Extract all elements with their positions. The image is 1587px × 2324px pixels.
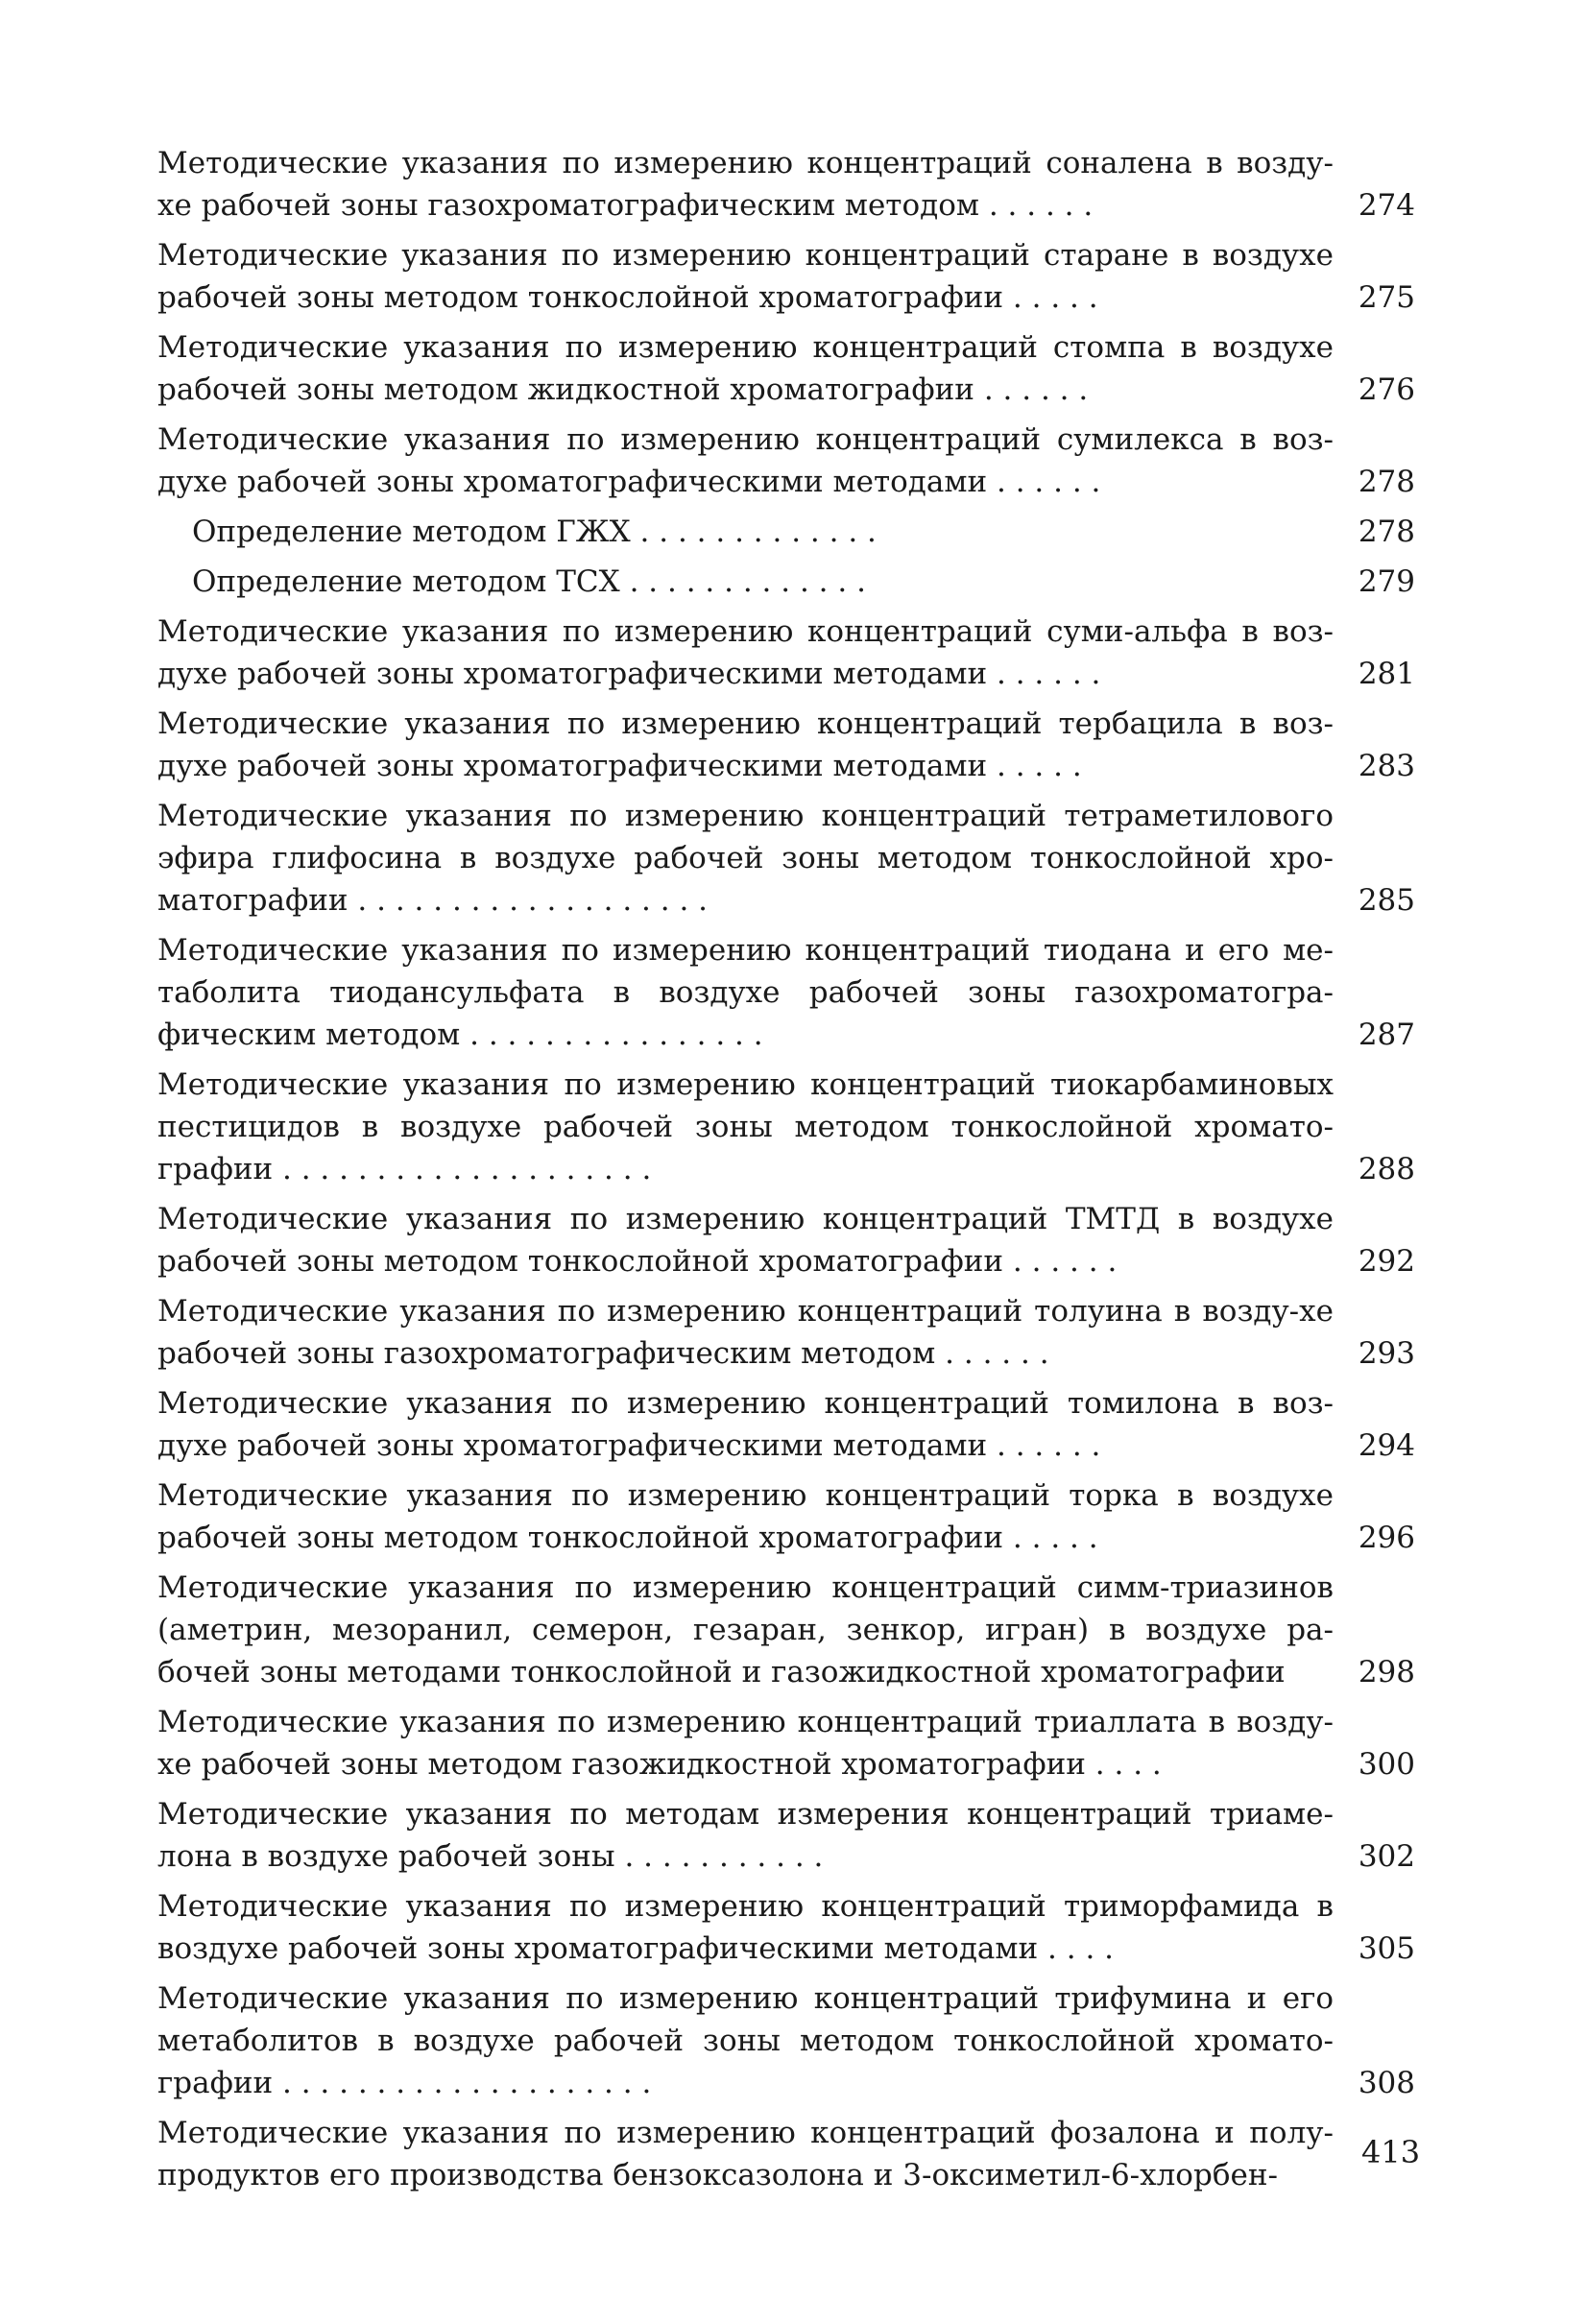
toc-entry bbox=[157, 611, 1415, 695]
toc-entry-title: Методические указания по измерению концентраций фозалона и полу-продуктов его производства бензоксазолона и 3-оксиметил-6-хлорбен- bbox=[157, 2116, 1334, 2192]
toc-entry-title: Методические указания по измерению концентраций соналена в возду-хе рабочей зоны газохроматографическим методом . . . . . . bbox=[157, 146, 1334, 223]
toc-entry-title: Методические указания по измерению концентраций старане в воздухе рабочей зоны методом тонкослойной хроматографии . . . . . bbox=[157, 238, 1334, 315]
toc-subentry bbox=[157, 561, 1415, 603]
toc-subentry-page: 279 bbox=[1358, 564, 1415, 599]
toc-entry bbox=[157, 703, 1415, 787]
toc-entry bbox=[157, 1701, 1415, 1785]
toc-entry-title: Методические указания по измерению концентраций симм-триазинов (аметрин, мезоранил, семерон, гезаран, зенкор, игран) в воздухе ра-бочей зоны методами тонкослойной и газожидкостной хроматографии bbox=[157, 1570, 1334, 1689]
toc-entry-title: Методические указания по измерению концентраций тиодана и его ме-таболита тиодансульфата в воздухе рабочей зоны газохроматогра-фическим методом . . . . . . . . . . . . . . . . bbox=[157, 933, 1334, 1052]
toc-entry bbox=[157, 929, 1415, 1056]
toc-subentry-title: Определение методом ГЖХ . . . . . . . . . . . . . bbox=[192, 515, 877, 549]
toc-entry-title: Методические указания по измерению концентраций тиокарбаминовых пестицидов в воздухе рабочей зоны методом тонкослойной хромато-графии . . . . . . . . . . . . . . . . . . . . bbox=[157, 1067, 1334, 1186]
toc-entry bbox=[157, 2112, 1415, 2196]
toc-entry-page: 287 bbox=[1358, 1018, 1415, 1052]
toc-entry-page: 278 bbox=[1358, 465, 1415, 499]
toc-entry-page: 288 bbox=[1358, 1152, 1415, 1186]
toc-subentry-page: 278 bbox=[1358, 515, 1415, 549]
toc-entry-title: Методические указания по измерению концентраций триаллата в возду-хе рабочей зоны методом газожидкостной хроматографии . . . . bbox=[157, 1705, 1334, 1782]
toc-entry-title: Методические указания по измерению концентраций торка в воздухе рабочей зоны методом тонкослойной хроматографии . . . . . bbox=[157, 1478, 1334, 1555]
toc-entry-page: 281 bbox=[1358, 657, 1415, 691]
toc-entry-page: 308 bbox=[1358, 2066, 1415, 2100]
toc-entry bbox=[157, 142, 1415, 227]
toc-entry-title: Методические указания по измерению концентраций тербацила в воз-духе рабочей зоны хроматографическими методами . . . . . bbox=[157, 707, 1334, 783]
toc-subentry-title: Определение методом ТСХ . . . . . . . . . . . . . bbox=[192, 564, 866, 599]
toc-entry-page: 298 bbox=[1358, 1655, 1415, 1689]
toc-entry-title: Методические указания по измерению концентраций суми-альфа в воз-духе рабочей зоны хроматографическими методами . . . . . . bbox=[157, 614, 1334, 691]
toc-entry bbox=[157, 1382, 1415, 1467]
toc-entry bbox=[157, 1064, 1415, 1190]
toc-entry bbox=[157, 795, 1415, 922]
toc-entry-page: 305 bbox=[1358, 1931, 1415, 1966]
toc-entry-title: Методические указания по измерению концентраций ТМТД в воздухе рабочей зоны методом тонкослойной хроматографии . . . . . . bbox=[157, 1202, 1334, 1279]
toc-entry-title: Методические указания по измерению концентраций триморфамида в воздухе рабочей зоны хроматографическими методами . . . . bbox=[157, 1889, 1334, 1966]
toc-entry-title: Методические указания по измерению концентраций сумилекса в воз-духе рабочей зоны хроматографическими методами . . . . . . bbox=[157, 422, 1334, 499]
toc-entry bbox=[157, 326, 1415, 411]
toc-entry-page: 302 bbox=[1358, 1839, 1415, 1874]
toc-entry-page: 276 bbox=[1358, 372, 1415, 407]
toc-entry bbox=[157, 1198, 1415, 1282]
toc-entry-title: Методические указания по измерению концентраций трифумина и его метаболитов в воздухе рабочей зоны методом тонкослойной хромато-графии . . . . . . . . . . . . . . . . . . . . bbox=[157, 1981, 1334, 2100]
toc-entry bbox=[157, 234, 1415, 319]
toc-entry bbox=[157, 1885, 1415, 1970]
toc-entry-page: 274 bbox=[1358, 188, 1415, 223]
toc-entry-page: 300 bbox=[1358, 1747, 1415, 1782]
toc-entry bbox=[157, 1977, 1415, 2104]
toc-entry-title: Методические указания по измерению концентраций толуина в возду-хе рабочей зоны газохроматографическим методом . . . . . . bbox=[157, 1294, 1334, 1371]
toc-entry bbox=[157, 419, 1415, 503]
toc-entry-title: Методические указания по методам измерения концентраций триаме-лона в воздухе рабочей зоны . . . . . . . . . . . bbox=[157, 1797, 1334, 1874]
toc-entry bbox=[157, 1793, 1415, 1878]
toc-entry bbox=[157, 1567, 1415, 1693]
toc-entry-page: 294 bbox=[1358, 1428, 1415, 1463]
table-of-contents bbox=[157, 142, 1415, 2204]
toc-entry-title: Методические указания по измерению концентраций томилона в воз-духе рабочей зоны хроматографическими методами . . . . . . bbox=[157, 1386, 1334, 1463]
toc-entry-page: 293 bbox=[1358, 1336, 1415, 1371]
toc-entry bbox=[157, 1474, 1415, 1559]
toc-entry-page: 275 bbox=[1358, 280, 1415, 315]
toc-entry-page: 285 bbox=[1358, 883, 1415, 918]
toc-entry-page: 296 bbox=[1358, 1521, 1415, 1555]
toc-entry-title: Методические указания по измерению концентраций стомпа в воздухе рабочей зоны методом жидкостной хроматографии . . . . . . bbox=[157, 330, 1334, 407]
page-number: 413 bbox=[1361, 2134, 1421, 2170]
toc-entry-page: 292 bbox=[1358, 1244, 1415, 1279]
toc-entry bbox=[157, 1290, 1415, 1375]
toc-entry-title: Методические указания по измерению концентраций тетраметилового эфира глифосина в воздухе рабочей зоны методом тонкослойной хро-матографии . . . . . . . . . . . . . . . . . . . bbox=[157, 799, 1334, 918]
toc-entry-page: 283 bbox=[1358, 749, 1415, 783]
toc-subentry bbox=[157, 511, 1415, 553]
